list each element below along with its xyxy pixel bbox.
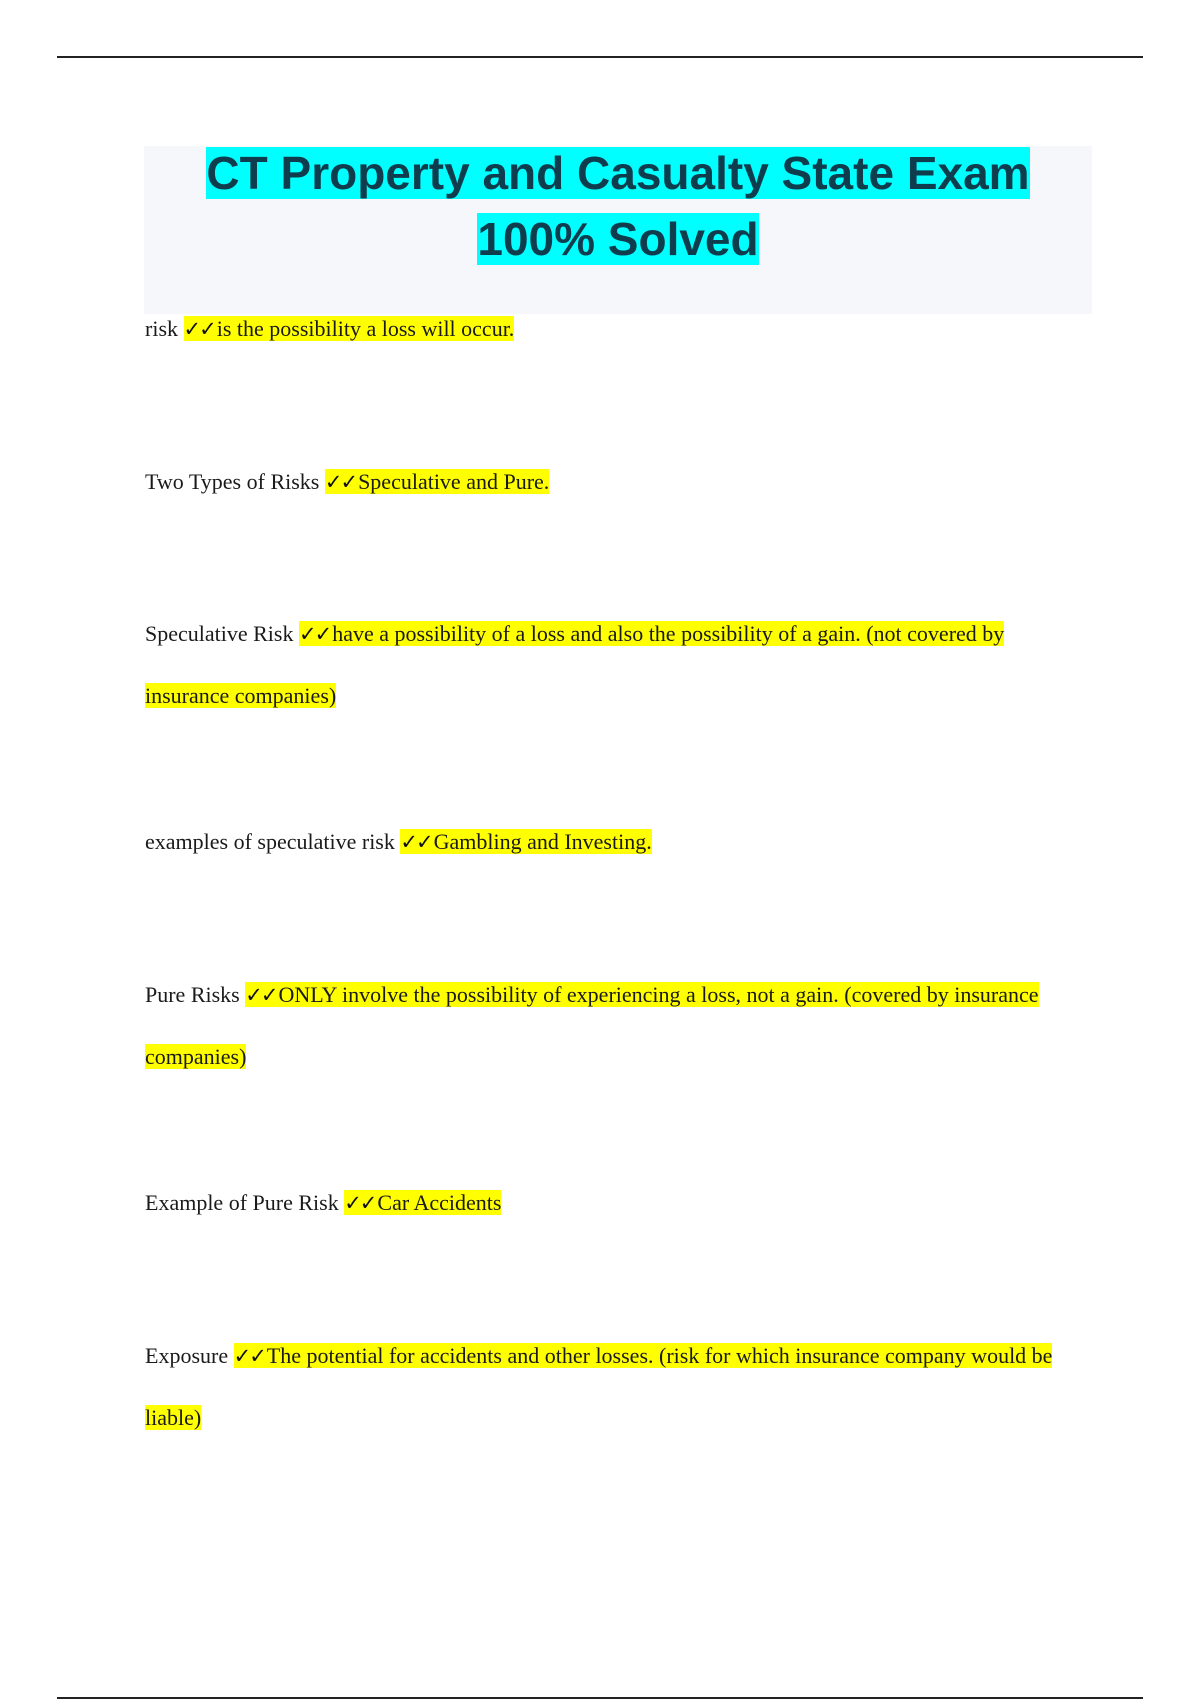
- double-check-icon: ✓✓: [298, 622, 331, 646]
- answer-text: is the possibility a loss will occur.: [216, 316, 515, 341]
- double-check-icon: ✓✓: [400, 830, 432, 854]
- answer: [184, 316, 515, 341]
- qa-entry-examples-of-speculative-risk: [145, 811, 1075, 873]
- term: Speculative Risk: [145, 621, 294, 646]
- answer-text: Car Accidents: [377, 1190, 502, 1215]
- answer-text: The potential for accidents and other losses. (risk for which insurance company would be liable): [145, 1343, 1053, 1430]
- double-check-icon: ✓✓: [344, 1191, 376, 1215]
- double-check-icon: ✓✓: [183, 317, 215, 341]
- term: Exposure: [145, 1343, 229, 1368]
- qa-entry-exposure: [145, 1325, 1075, 1448]
- answer: [145, 982, 1039, 1069]
- term: risk: [145, 316, 178, 341]
- page-title: CT Property and Casualty State Exam 100% Solved: [206, 147, 1030, 265]
- qa-entry-risk: [145, 298, 1075, 360]
- qa-entry-speculative-risk: [145, 603, 1075, 726]
- answer: [145, 1343, 1052, 1430]
- double-check-icon: ✓✓: [233, 1344, 265, 1368]
- title-block: [144, 146, 1092, 314]
- term: Pure Risks: [145, 982, 240, 1007]
- bottom-rule: [57, 1697, 1143, 1699]
- double-check-icon: ✓✓: [324, 470, 357, 494]
- answer-text: Gambling and Investing.: [433, 829, 652, 854]
- term: Two Types of Risks: [145, 469, 320, 494]
- double-check-icon: ✓✓: [245, 983, 277, 1007]
- answer-text: ONLY involve the possibility of experiencing a loss, not a gain. (covered by insurance companies): [145, 982, 1039, 1069]
- qa-entry-two-types-of-risks: [145, 451, 1075, 513]
- top-rule: [57, 56, 1143, 58]
- term: examples of speculative risk: [145, 829, 395, 854]
- qa-entry-example-of-pure-risk: [145, 1172, 1075, 1234]
- qa-entry-pure-risks: [145, 964, 1075, 1087]
- term: Example of Pure Risk: [145, 1190, 339, 1215]
- answer-text: Speculative and Pure.: [358, 469, 550, 494]
- answer-text: have a possibility of a loss and also the possibility of a gain. (not covered by insurance companies): [145, 621, 1005, 708]
- answer: [325, 469, 549, 494]
- answer: [344, 1190, 501, 1215]
- answer: [400, 829, 651, 854]
